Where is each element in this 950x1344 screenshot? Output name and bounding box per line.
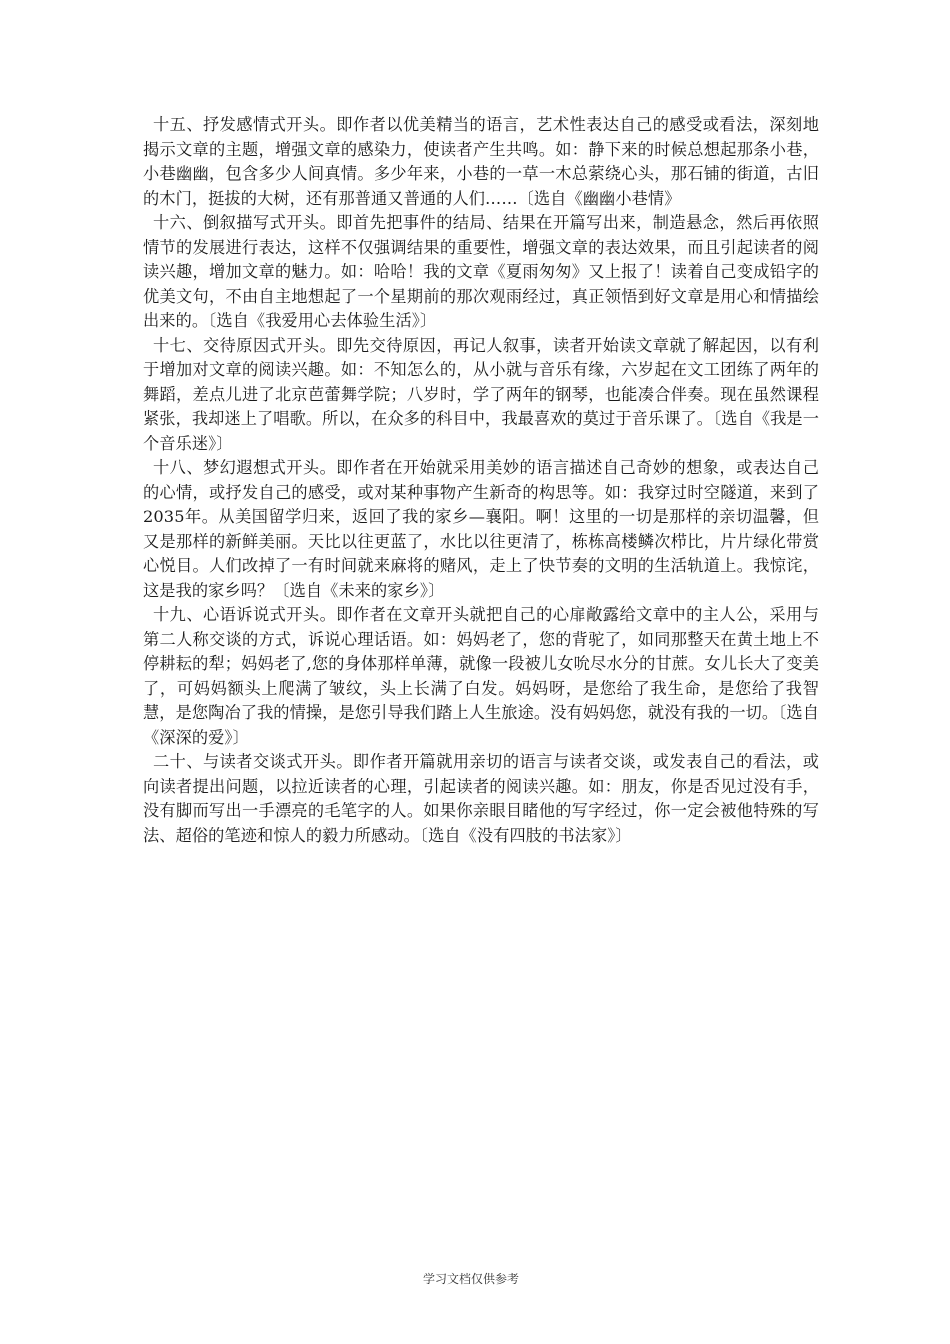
paragraph-19: 十九、心语诉说式开头。即作者在文章开头就把自己的心扉敞露给文章中的主人公，采用与第二人称交谈的方式，诉说心理话语。如：妈妈老了，您的背驼了，如同那整天在黄土地上不停耕耘的犁；妈妈老了,您的身体那样单薄，就像一段被儿女吮尽水分的甘蔗。女儿长大了变美了，可妈妈额头上爬满了皱纹，头上长满了白发。妈妈呀，是您给了我生命，是您给了我智慧，是您陶冶了我的情操，是您引导我们踏上人生旅途。没有妈妈您，就没有我的一切。〔选自《深深的爱》〕: [143, 605, 819, 747]
page-footer: 学习文档仅供参考: [423, 1272, 520, 1286]
document-body: [143, 113, 819, 848]
paragraph-16: 十六、倒叙描写式开头。即首先把事件的结局、结果在开篇写出来，制造悬念，然后再依照情节的发展进行表达，这样不仅强调结果的重要性，增强文章的表达效果，而且引起读者的阅读兴趣，增加文章的魅力。如：哈哈！我的文章《夏雨匆匆》又上报了！读着自己变成铅字的优美文句，不由自主地想起了一个星期前的那次观雨经过，真正领悟到好文章是用心和情描绘出来的。〔选自《我爱用心去体验生活》〕: [143, 213, 819, 330]
paragraph-17: 十七、交待原因式开头。即先交待原因，再记人叙事，读者开始读文章就了解起因，以有利于增加对文章的阅读兴趣。如：不知怎么的，从小就与音乐有缘，六岁起在文工团练了两年的舞蹈，差点儿进了北京芭蕾舞学院；八岁时，学了两年的钢琴，也能凑合伴奏。现在虽然课程紧张，我却迷上了唱歌。所以，在众多的科目中，我最喜欢的莫过于音乐课了。〔选自《我是一个音乐迷》〕: [143, 335, 819, 453]
paragraph-18: 十八、梦幻遐想式开头。即作者在开始就采用美妙的语言描述自己奇妙的想象，或表达自己的心情，或抒发自己的感受，或对某种事物产生新奇的构思等。如：我穿过时空隧道，来到了2035年。从美国留学归来，返回了我的家乡—襄阳。啊！这里的一切是那样的亲切温馨，但又是那样的新鲜美丽。天比以往更蓝了，水比以往更清了，栋栋高楼鳞次栉比，片片绿化带赏心悦目。人们改掉了一有时间就来麻将的赌风，走上了快节奏的文明的生活轨道上。我惊诧，这是我的家乡吗？〔选自《未来的家乡》〕: [143, 458, 819, 600]
paragraph-15: 十五、抒发感情式开头。即作者以优美精当的语言，艺术性表达自己的感受或看法，深刻地揭示文章的主题，增强文章的感染力，使读者产生共鸣。如：静下来的时候总想起那条小巷，小巷幽幽，包含多少人间真情。多少年来，小巷的一草一木总萦绕心头，那石铺的街道，古旧的木门，挺拔的大树，还有那普通又普通的人们……〔选自《幽幽小巷情》: [143, 115, 819, 208]
paragraph-20: 二十、与读者交谈式开头。即作者开篇就用亲切的语言与读者交谈，或发表自己的看法，或向读者提出问题，以拉近读者的心理，引起读者的阅读兴趣。如：朋友，你是否见过没有手，没有脚而写出一手漂亮的毛笔字的人。如果你亲眼目睹他的写字经过，你一定会被他特殊的写法、超俗的笔迹和惊人的毅力所感动。〔选自《没有四肢的书法家》〕: [143, 752, 819, 845]
